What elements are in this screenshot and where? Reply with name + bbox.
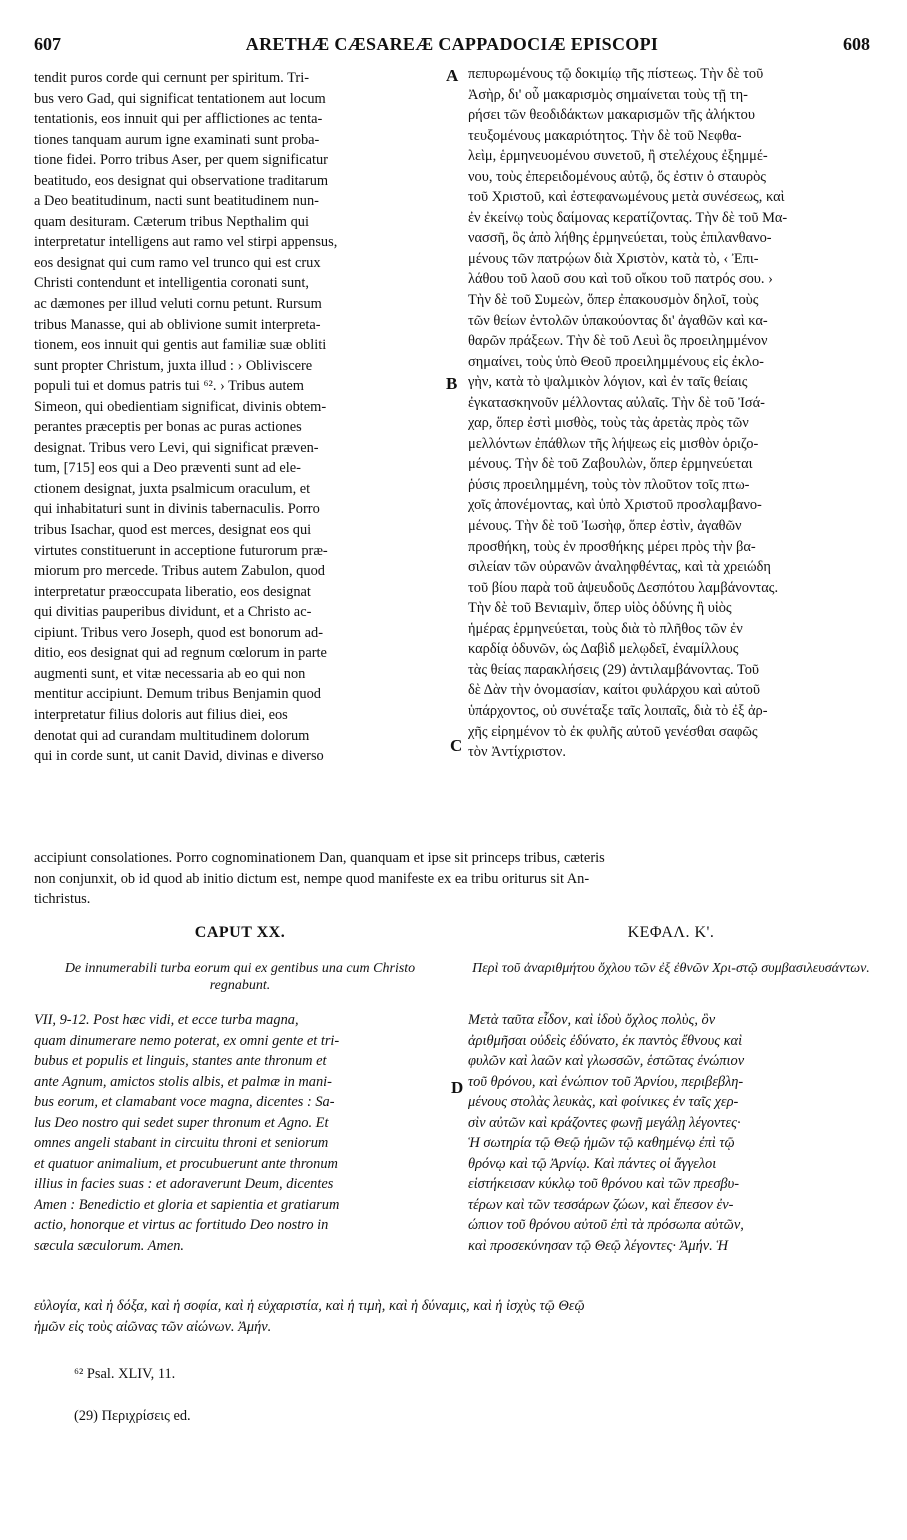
greek-text-line: γὴν, κατὰ τὸ ψαλμικὸν λόγιον, καὶ ἐν ταῖς θείαις bbox=[468, 374, 748, 391]
latin-text-line: tentationis, eos innuit qui per afflictiones ac tenta- bbox=[34, 111, 323, 128]
latin-scripture-line: VII, 9-12. Post hæc vidi, et ecce turba magna, bbox=[34, 1012, 299, 1028]
greek-scripture-line: Μετὰ ταῦτα εἶδον, καὶ ἰδοὺ ὄχλος πολὺς, ὃν bbox=[468, 1012, 716, 1028]
latin-scripture-line: omnes angeli stabant in circuitu throni et seniorum bbox=[34, 1135, 329, 1152]
greek-text-line: μένους. Τὴν δὲ τοῦ Ζαβουλὼν, ὅπερ ἑρμηνεύεται bbox=[468, 456, 753, 473]
greek-scripture-column bbox=[468, 1010, 874, 1257]
greek-text-line: νασσῆ, ὃς ἀπὸ λήθης ἑρμηνεύεται, τοὺς ἐπιλανθανο- bbox=[468, 230, 772, 247]
latin-text-line: virtutes constituerunt in acceptione futurorum præ- bbox=[34, 542, 328, 559]
greek-full-text-line: ἡμῶν εἰς τοὺς αἰῶνας τῶν αἰώνων. Ἀμήν. bbox=[34, 1318, 272, 1335]
latin-text-line: tiones tanquam aurum igne examinati sunt proba- bbox=[34, 131, 320, 148]
greek-text-line: Ἀσὴρ, δι' οὗ μακαρισμὸς σημαίνεται τοὺς τῇ τη- bbox=[468, 86, 748, 103]
latin-text-line: quam desituram. Cæterum tribus Nepthalim qui bbox=[34, 213, 309, 230]
greek-text-line: προσθήκη, τοὺς ἐν προσθήκης μέρει πρὸς τὴν βα- bbox=[468, 538, 756, 555]
greek-full-text-line: εὐλογία, καὶ ἡ δόξα, καὶ ἡ σοφία, καὶ ἡ εὐχαριστία, καὶ ἡ τιμὴ, καὶ ἡ δύναμις, καὶ ἡ ἰσχὺς τῷ Θεῷ bbox=[34, 1298, 585, 1314]
greek-scripture-line: Ἡ σωτηρία τῷ Θεῷ ἡμῶν τῷ καθημένῳ ἐπὶ τῷ bbox=[468, 1135, 735, 1152]
latin-chapter-subtitle: De innumerabili turba eorum qui ex gentibus una cum Christo regnabunt. bbox=[64, 961, 416, 993]
greek-text-line: καρδίᾳ ὀδυνῶν, ὡς Δαβὶδ μελῳδεῖ, ἐναμίλλους bbox=[468, 641, 739, 658]
greek-text-line: τευξομένους μακαριότητος. Τὴν δὲ τοῦ Νεφθα- bbox=[468, 127, 742, 144]
latin-text-line: cipiunt. Tribus vero Joseph, quod est bonorum ad- bbox=[34, 624, 323, 641]
full-text-line: non conjunxit, ob id quod ab initio dictum est, nempe quod manifeste ex ea tribu oriturus sit An- bbox=[34, 870, 590, 887]
greek-scripture-line: φυλῶν καὶ λαῶν καὶ γλωσσῶν, ἑστῶτας ἐνώπιον bbox=[468, 1053, 745, 1070]
latin-text-line: perantes præceptis per bonas ac puras actiones bbox=[34, 419, 302, 436]
latin-text-line: populi tui et domus patris tui ⁶². › Tribus autem bbox=[34, 378, 304, 395]
greek-text-line: μένους. Τὴν δὲ τοῦ Ἰωσὴφ, ὅπερ ἐστὶν, ἀγαθῶν bbox=[468, 518, 742, 535]
latin-text-line: tribus Isachar, quod est merces, designat eos qui bbox=[34, 522, 312, 539]
latin-text-line: Christi contendunt et intelligentia coronati sunt, bbox=[34, 275, 309, 292]
latin-text-line: tribus Manasse, qui ab oblivione sumit interpreta- bbox=[34, 316, 321, 333]
latin-text-line: qui in corde sunt, ut canit David, divinas e diverso bbox=[34, 748, 324, 765]
greek-text-line: ἐγκατασκηνοῦν μέλλοντας αὐλαῖς. Τὴν δὲ τοῦ Ἰσά- bbox=[468, 394, 765, 411]
margin-marker-a: A bbox=[446, 66, 459, 85]
latin-text-line: qui inhabitaturi sunt in divinis tabernaculis. Porro bbox=[34, 501, 320, 518]
footnote-psalm: ⁶² Psal. XLIV, 11. bbox=[74, 1366, 176, 1382]
full-text-line: accipiunt consolationes. Porro cognominationem Dan, quanquam et ipse sit princeps tribus, cæteris bbox=[34, 850, 605, 866]
greek-text-line: θαρῶν πράξεων. Τὴν δὲ τοῦ Λευὶ ὃς προειλημμένον bbox=[468, 333, 768, 350]
latin-text-line: interpretatur præoccupata liberatio, eos designat bbox=[34, 583, 311, 600]
greek-text-line: ῥύσις προειλημμένη, τοὺς τὸν πλοῦτον τοῖς πτω- bbox=[468, 476, 750, 493]
latin-text-line: ac dæmones per illud veluti cornu petunt. Rursum bbox=[34, 296, 322, 313]
greek-text-line: μένους τῶν πατρῴων διὰ Χριστὸν, κατὰ τὸ, ‹ Ἐπι- bbox=[468, 250, 759, 267]
greek-scripture-line: σὶν αὐτῶν καὶ κράζοντες φωνῇ μεγάλῃ λέγοντες· bbox=[468, 1114, 741, 1131]
greek-scripture-line: τέρων καὶ τῶν τεσσάρων ζώων, καὶ ἔπεσον ἐν- bbox=[468, 1196, 734, 1213]
latin-text-line: ditio, eos designat qui ad regnum cœlorum in parte bbox=[34, 645, 327, 662]
latin-column bbox=[34, 68, 446, 767]
latin-chapter-heading: CAPUT XX. bbox=[194, 924, 286, 941]
latin-text-line: bus vero Gad, qui significat tentationem aut locum bbox=[34, 90, 326, 107]
latin-scripture-line: ante Agnum, amictos stolis albis, et palmæ in mani- bbox=[34, 1073, 332, 1090]
latin-scripture-line: Amen : Benedictio et gloria et sapientia et gratiarum bbox=[34, 1196, 340, 1213]
latin-text-line: sunt propter Christum, juxta illud : › Obliviscere bbox=[34, 357, 313, 374]
greek-text-line: ρήσει τῶν θεοδιδάκτων μακαρισμῶν τῆς ἀλήκτου bbox=[468, 107, 755, 124]
greek-column bbox=[468, 64, 874, 763]
latin-text-line: augmenti sunt, et vitæ necessaria ab eo qui non bbox=[34, 665, 306, 682]
latin-scripture-line: actio, honorque et virtus ac fortitudo Deo nostro in bbox=[34, 1217, 329, 1234]
greek-scripture-line: θρόνῳ καὶ τῷ Ἀρνίῳ. Καὶ πάντες οἱ ἄγγελοι bbox=[468, 1155, 717, 1172]
latin-scripture-column bbox=[34, 1010, 446, 1257]
greek-text-line: τῶν θείων ἐντολῶν ὑπακούοντας δι' ἀγαθῶν καὶ κα- bbox=[468, 312, 768, 329]
running-title: ARETHÆ CÆSAREÆ CAPPADOCIÆ EPISCOPI bbox=[245, 34, 659, 54]
latin-text-line: denotat qui ad curandam multitudinem dolorum bbox=[34, 727, 310, 744]
latin-scripture-line: sæcula sæculorum. Amen. bbox=[34, 1238, 185, 1255]
full-width-text bbox=[34, 848, 876, 910]
greek-chapter-heading: ΚΕΦΑΛ. Κ'. bbox=[627, 924, 715, 941]
greek-text-line: τοῦ Χριστοῦ, καὶ ἐστεφανωμένους μετὰ συνέσεως, καὶ bbox=[468, 189, 785, 206]
latin-text-line: tum, [715] eos qui a Deo præventi sunt ad ele- bbox=[34, 460, 301, 477]
greek-scripture-line: ώπιον τοῦ θρόνου αὐτοῦ ἐπὶ τὰ πρόσωπα αὐτῶν, bbox=[468, 1217, 744, 1234]
greek-text-line: λάθου τοῦ λαοῦ σου καὶ τοῦ οἴκου τοῦ πατρός σου. › bbox=[468, 271, 773, 288]
greek-text-line: μελλόντων ἐπάθλων τῆς λήψεως εἰς μισθὸν ὁριζο- bbox=[468, 435, 759, 452]
greek-scripture-line: ἀριθμῆσαι οὐδεὶς ἐδύνατο, ἐκ παντὸς ἔθνους καὶ bbox=[468, 1032, 743, 1049]
margin-marker-c: C bbox=[450, 736, 463, 755]
greek-scripture-line: εἱστήκεισαν κύκλῳ τοῦ θρόνου καὶ τῶν πρεσβυ- bbox=[468, 1176, 739, 1193]
greek-text-line: ὑπάρχοντος, οὐ συνέταξε ταῖς λοιπαῖς, διὰ τὸ ἐξ ἀρ- bbox=[468, 702, 768, 719]
greek-text-line: σημαίνει, τοὺς ὑπὸ Θεοῦ προειλημμένους εἰς ἐκλο- bbox=[468, 353, 764, 370]
greek-chapter-subtitle: Περὶ τοῦ ἀναριθμήτου ὄχλου τῶν ἐξ ἐθνῶν Χρι-στῷ συμβασιλευσάντων. bbox=[472, 961, 870, 976]
greek-text-line: ἡμέρας ἑρμηνεύεται, τοὺς διὰ τὸ πλῆθος τῶν ἐν bbox=[468, 620, 743, 637]
greek-text-line: χῆς εἰρημένον τὸ ἐκ φυλῆς αὐτοῦ γενέσθαι σαφῶς bbox=[468, 723, 758, 740]
greek-text-line: ἐν ἐκείνῳ τοὺς δαίμονας κερατίζοντας. Τὴν δὲ τοῦ Μα- bbox=[468, 209, 788, 226]
greek-text-line: σιλείαν τῶν οὐρανῶν ἀναληφθέντας, καὶ τὰ χρειώδη bbox=[468, 559, 771, 576]
margin-marker-b: B bbox=[446, 374, 458, 393]
latin-scripture-line: quam dinumerare nemo poterat, ex omni gente et tri- bbox=[34, 1032, 340, 1049]
right-page-number: 608 bbox=[843, 34, 870, 54]
latin-scripture-line: lus Deo nostro qui sedet super thronum et Agno. Et bbox=[34, 1114, 329, 1131]
greek-text-line: Τὴν δὲ τοῦ Βενιαμὶν, ὅπερ υἱὸς ὀδύνης ἢ υἱὸς bbox=[468, 600, 732, 617]
greek-scripture-line: τοῦ θρόνου, καὶ ἐνώπιον τοῦ Ἀρνίου, περιβεβλη- bbox=[468, 1073, 744, 1090]
latin-text-line: tione fidei. Porro tribus Aser, per quem significatur bbox=[34, 152, 328, 169]
latin-text-line: a Deo beatitudinum, nacti sunt beatitudinem nun- bbox=[34, 193, 319, 210]
latin-text-line: ctionem designat, juxta psalmicum oraculum, et bbox=[34, 480, 311, 497]
greek-text-line: τὰς θείας παρακλήσεις (29) ἀντιλαμβάνοντας. Τοῦ bbox=[468, 661, 760, 678]
latin-text-line: beatitudo, eos designat qui observatione traditarum bbox=[34, 172, 329, 189]
latin-text-line: tionem, eos innuit qui gentis aut familiæ suæ obliti bbox=[34, 337, 327, 354]
latin-text-line: miorum pro mercede. Tribus autem Zabulon, quod bbox=[34, 563, 325, 580]
greek-text-line: τὸν Ἀντίχριστον. bbox=[468, 744, 566, 761]
greek-text-line: πεπυρωμένους τῷ δοκιμίῳ τῆς πίστεως. Τὴν δὲ τοῦ bbox=[468, 66, 764, 82]
latin-text-line: designat. Tribus vero Levi, qui significat præven- bbox=[34, 439, 319, 456]
latin-text-line: tendit puros corde qui cernunt per spiritum. Tri- bbox=[34, 70, 309, 86]
greek-text-line: λεὶμ, ἑρμηνευομένου συνετοῦ, ἢ στελέχους ἐξημμέ- bbox=[468, 148, 768, 165]
full-text-line: tichristus. bbox=[34, 891, 91, 908]
greek-text-line: Τὴν δὲ τοῦ Συμεὼν, ὅπερ ἐπακουσμὸν δηλοῖ, τοὺς bbox=[468, 292, 759, 309]
greek-text-line: χαρ, ὅπερ ἐστὶ μισθὸς, τοὺς τὰς ἀρετὰς πρὸς τῶν bbox=[468, 415, 749, 432]
greek-text-line: νου, τοὺς ἐπερειδομένους αὐτῷ, ὅς ἐστιν ὁ σταυρὸς bbox=[468, 168, 766, 185]
latin-scripture-line: bubus et populis et linguis, stantes ante thronum et bbox=[34, 1053, 327, 1070]
latin-text-line: interpretatur intelligens aut ramo vel stirpi appensus, bbox=[34, 234, 338, 251]
margin-marker-d: D bbox=[451, 1078, 464, 1097]
latin-scripture-line: et quatuor animalium, et procubuerunt ante thronum bbox=[34, 1155, 338, 1172]
latin-text-line: Simeon, qui obedientiam significat, divinis obtem- bbox=[34, 398, 327, 415]
footnote-variant: (29) Περιχρίσεις ed. bbox=[74, 1408, 191, 1424]
latin-scripture-line: bus eorum, et clamabant voce magna, dicentes : Sa- bbox=[34, 1094, 335, 1111]
left-page-number: 607 bbox=[34, 34, 61, 54]
greek-scripture-line: μένους στολὰς λευκὰς, καὶ φοίνικες ἐν ταῖς χερ- bbox=[468, 1094, 739, 1111]
greek-scripture-line: καὶ προσεκύνησαν τῷ Θεῷ λέγοντες· Ἀμήν. Ἡ bbox=[468, 1238, 729, 1255]
latin-text-line: interpretatur filius doloris aut filius diei, eos bbox=[34, 706, 288, 723]
greek-text-line: χοῖς ἀπονέμοντας, καὶ ὑπὸ Χριστοῦ προσλαμβανο- bbox=[468, 497, 762, 514]
greek-full-width-text bbox=[34, 1296, 876, 1337]
latin-text-line: eos designat qui cum ramo vel trunco qui est crux bbox=[34, 254, 321, 271]
latin-text-line: mentitur accipiunt. Demum tribus Benjamin quod bbox=[34, 686, 321, 703]
latin-text-line: qui divitias pauperibus dividunt, et a Christo ac- bbox=[34, 604, 312, 621]
greek-text-line: δὲ Δὰν τὴν ὀνομασίαν, καίτοι φυλάρχου καὶ αὐτοῦ bbox=[468, 682, 760, 699]
latin-scripture-line: illius in facies suas : et adoraverunt Deum, dicentes bbox=[34, 1176, 334, 1193]
page-header bbox=[34, 34, 870, 64]
greek-text-line: τοῦ βίου παρὰ τοῦ ἀψευδοῦς Δεσπότου λαμβάνοντας. bbox=[468, 579, 779, 596]
